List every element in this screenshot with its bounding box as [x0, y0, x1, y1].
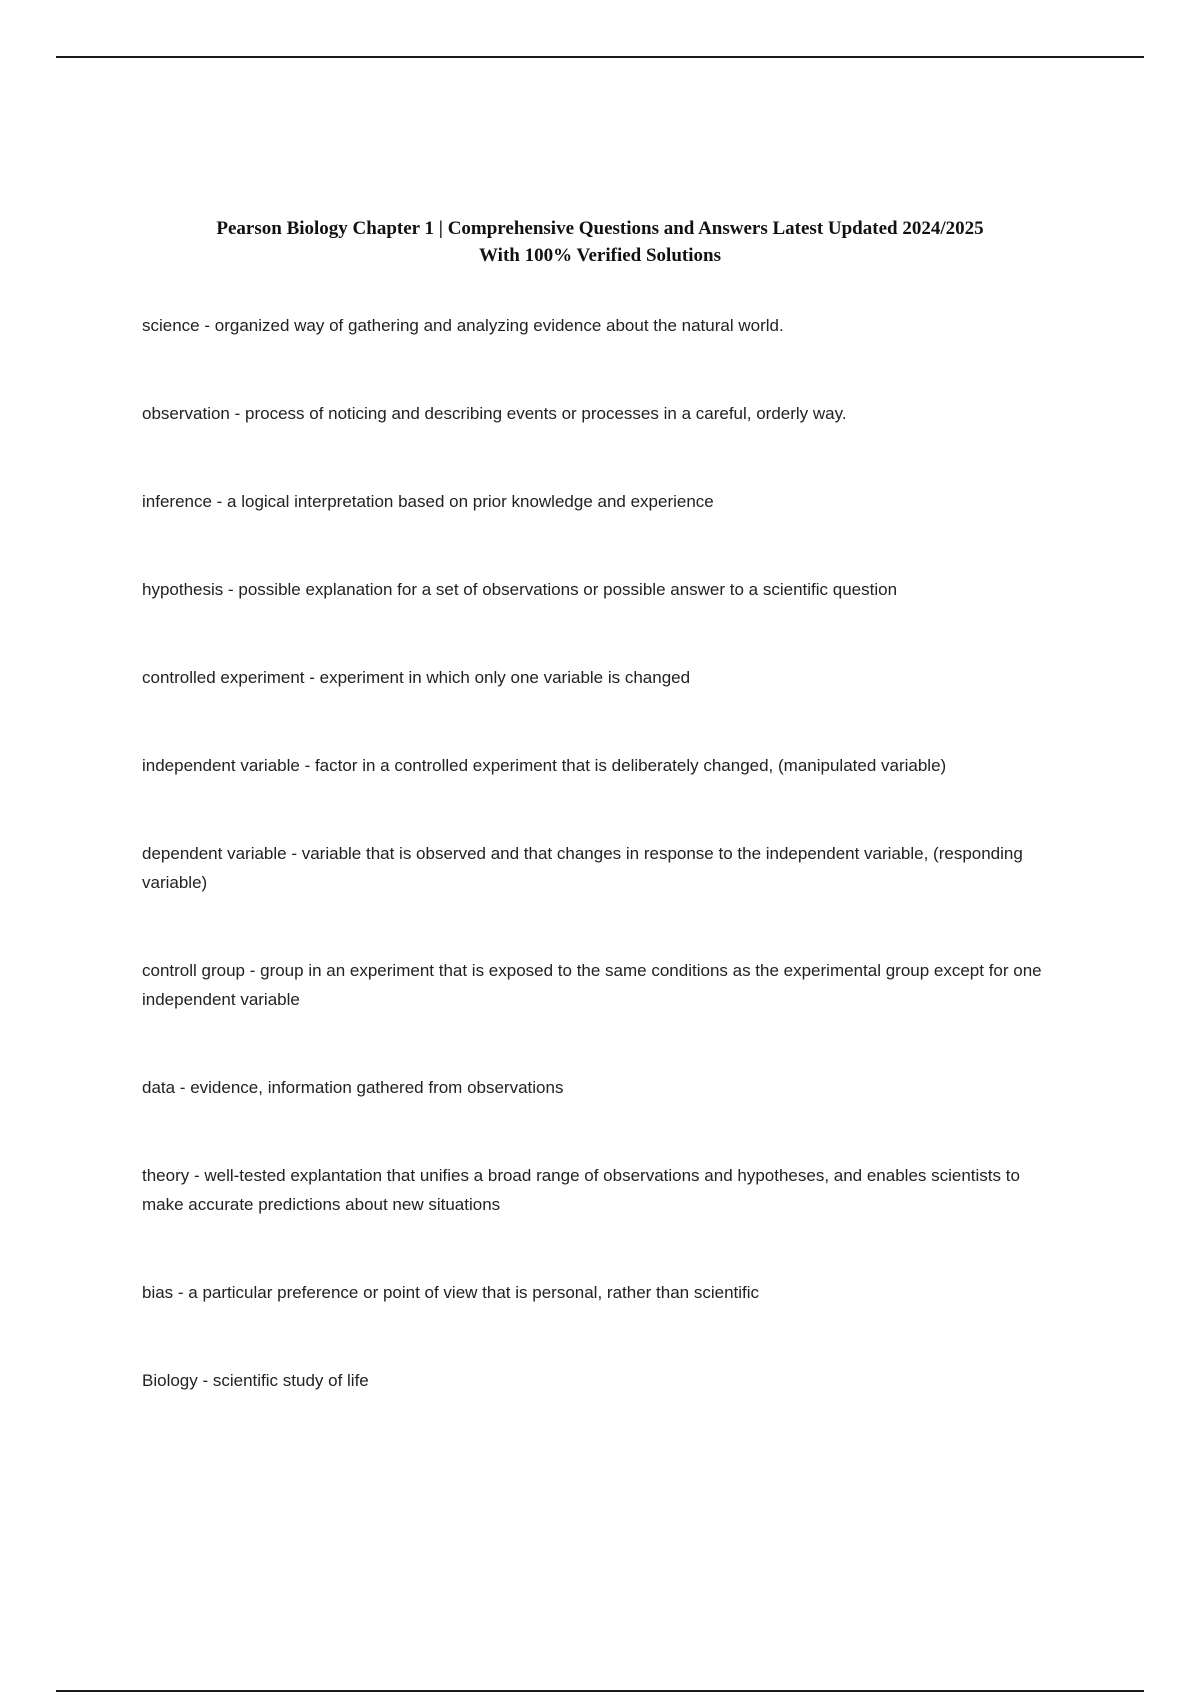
definition-controlled-experiment: controlled experiment - experiment in which only one variable is changed	[142, 668, 691, 687]
definition-bias: bias - a particular preference or point of view that is personal, rather than scientific	[142, 1283, 760, 1302]
definition-dependent-variable: dependent variable - variable that is observed and that changes in response to the independent variable, (responding variable)	[142, 844, 1023, 892]
title-line-1: Pearson Biology Chapter 1 | Comprehensive Questions and Answers Latest Updated 2024/2025	[216, 218, 984, 239]
definition-science: science - organized way of gathering and analyzing evidence about the natural world.	[142, 316, 784, 335]
title-line-2: With 100% Verified Solutions	[479, 245, 721, 266]
bottom-rule	[56, 1690, 1144, 1692]
top-rule	[56, 56, 1144, 58]
definition-hypothesis: hypothesis - possible explanation for a set of observations or possible answer to a scientific question	[142, 580, 898, 599]
definition-theory: theory - well-tested explantation that unifies a broad range of observations and hypotheses, and enables scientists to make accurate predictions about new situations	[142, 1166, 1020, 1214]
definition-control-group: controll group - group in an experiment that is exposed to the same conditions as the experimental group except for one independent variable	[142, 961, 1042, 1009]
definition-data: data - evidence, information gathered from observations	[142, 1078, 564, 1097]
definition-biology: Biology - scientific study of life	[142, 1371, 369, 1390]
definition-inference: inference - a logical interpretation based on prior knowledge and experience	[142, 492, 714, 511]
document-title	[56, 215, 1144, 269]
definition-observation: observation - process of noticing and describing events or processes in a careful, orderly way.	[142, 404, 847, 423]
definition-independent-variable: independent variable - factor in a controlled experiment that is deliberately changed, (manipulated variable)	[142, 756, 947, 775]
definition-list	[142, 311, 1042, 1395]
